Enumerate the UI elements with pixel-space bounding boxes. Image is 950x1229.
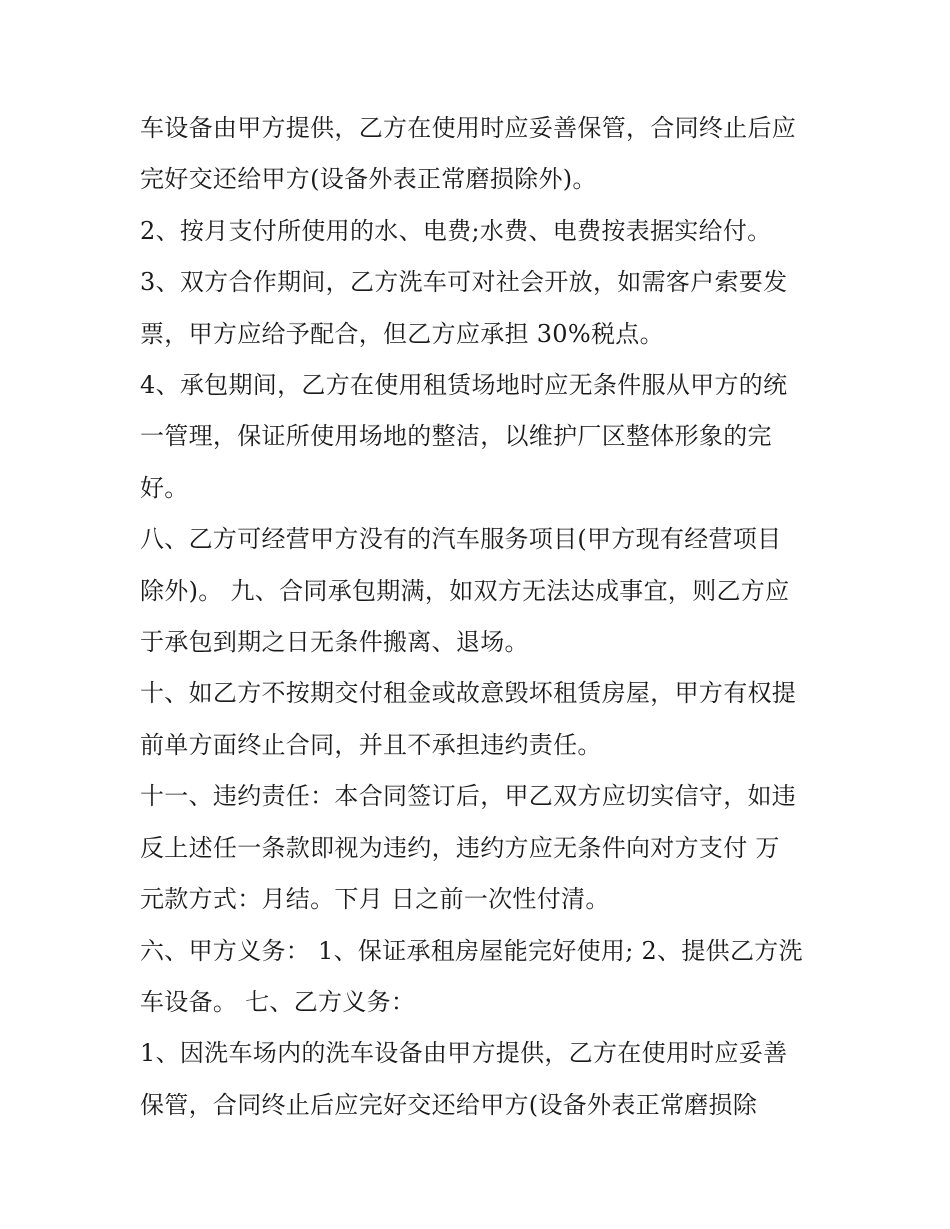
text-line: 十、如乙方不按期交付租金或故意毁坏租赁房屋，甲方有权提 xyxy=(140,679,797,708)
text-line: 保管，合同终止后应完好交还给甲方(设备外表正常磨损除 xyxy=(140,1090,758,1119)
text-line: 车设备由甲方提供，乙方在使用时应妥善保管，合同终止后应 xyxy=(140,114,797,142)
text-line: 好。 xyxy=(140,473,189,502)
text-line: 于承包到期之日无条件搬离、退场。 xyxy=(140,628,529,657)
text-line: 八、乙方可经营甲方没有的汽车服务项目(甲方现有经营项目 xyxy=(140,525,782,554)
text-line: 反上述任一条款即视为违约，违约方应无条件向对方支付 万 xyxy=(140,833,780,862)
text-line: 六、甲方义务： 1、保证承租房屋能完好使用; 2、提供乙方洗 xyxy=(140,936,803,965)
text-line: 一管理，保证所使用场地的整洁，以维护厂区整体形象的完 xyxy=(140,422,772,451)
text-line: 元款方式：月结。下月 日之前一次性付清。 xyxy=(140,885,610,914)
text-line: 车设备。 七、乙方义务： xyxy=(140,987,416,1016)
text-line: 除外)。 九、合同承包期满，如双方无法达成事宜，则乙方应 xyxy=(140,576,790,605)
text-line: 完好交还给甲方(设备外表正常磨损除外)。 xyxy=(140,165,597,194)
text-line: 票，甲方应给予配合，但乙方应承担 30%税点。 xyxy=(140,319,664,348)
text-line: 1、因洗车场内的洗车设备由甲方提供，乙方在使用时应妥善 xyxy=(140,1039,788,1068)
text-line: 4、承包期间，乙方在使用租赁场地时应无条件服从甲方的统 xyxy=(140,371,788,400)
text-line: 十一、违约责任：本合同签订后，甲乙双方应切实信守，如违 xyxy=(140,782,797,811)
document-body xyxy=(140,103,820,1131)
text-line: 前单方面终止合同，并且不承担违约责任。 xyxy=(140,730,602,759)
text-line: 2、按月支付所使用的水、电费;水费、电费按表据实给付。 xyxy=(140,216,772,245)
text-line: 3、双方合作期间，乙方洗车可对社会开放，如需客户索要发 xyxy=(140,268,788,297)
